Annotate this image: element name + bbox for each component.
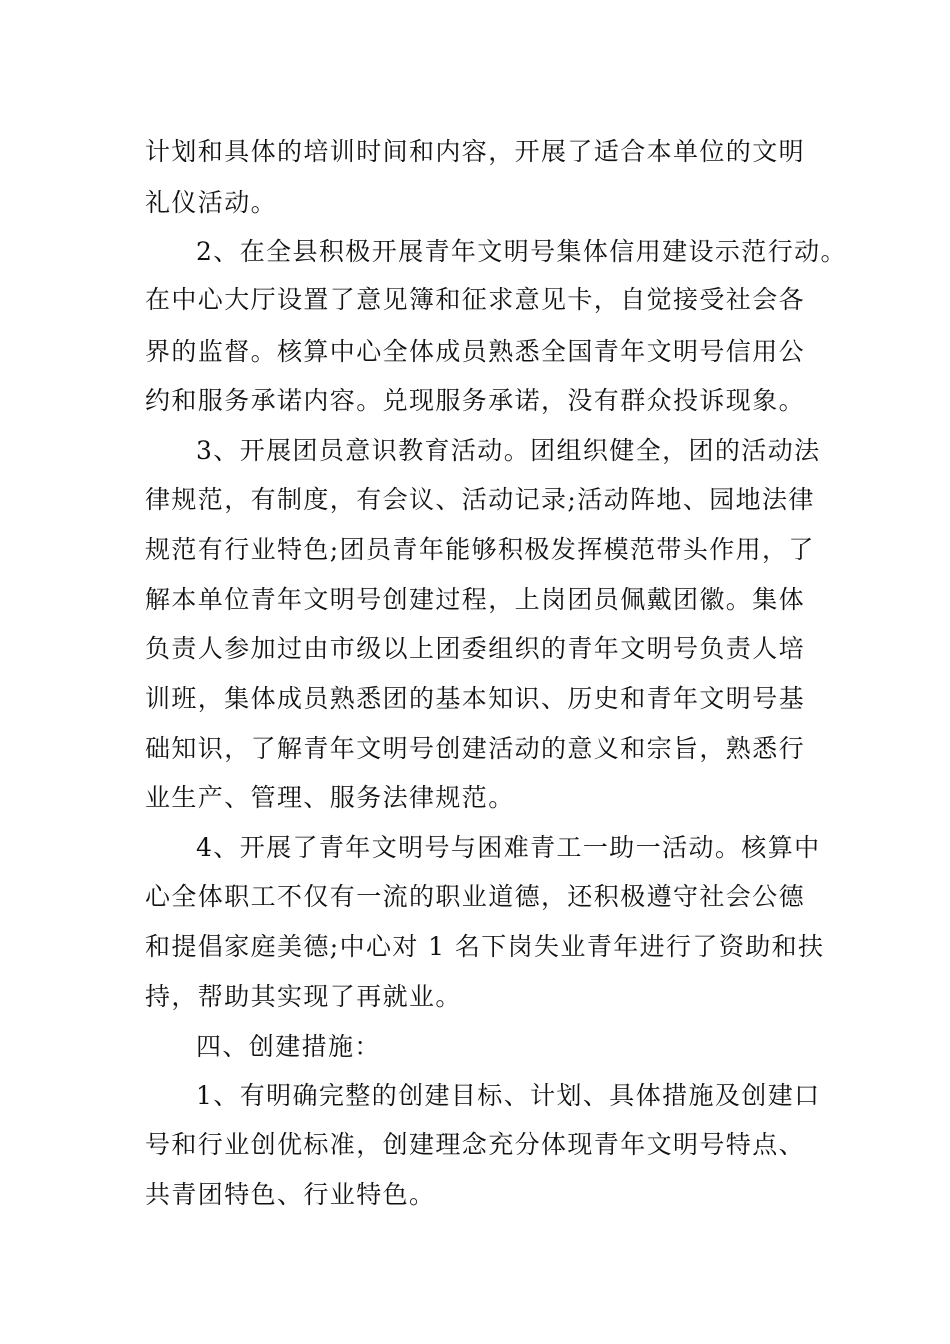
text-line: 3、开展团员意识教育活动。团组织健全，团的活动法 <box>196 436 821 465</box>
text-line: 业生产、管理、服务法律规范。 <box>145 783 515 812</box>
text-line: 1、有明确完整的创建目标、计划、具体措施及创建口 <box>196 1081 821 1110</box>
text-line: 2、在全县积极开展青年文明号集体信用建设示范行动。 <box>196 237 847 266</box>
text-line: 础知识，了解青年文明号创建活动的意义和宗旨，熟悉行 <box>145 734 806 763</box>
text-line: 计划和具体的培训时间和内容，开展了适合本单位的文明 <box>145 137 806 166</box>
text-line: 约和服务承诺内容。兑现服务承诺，没有群众投诉现象。 <box>145 386 806 415</box>
text-line: 解本单位青年文明号创建过程，上岗团员佩戴团徽。集体 <box>145 585 806 614</box>
text-line: 号和行业创优标准，创建理念充分体现青年文明号特点、 <box>145 1130 806 1159</box>
text-line: 在中心大厅设置了意见簿和征求意见卡，自觉接受社会各 <box>145 285 806 314</box>
text-line: 训班，集体成员熟悉团的基本知识、历史和青年文明号基 <box>145 684 806 713</box>
text-line: 律规范，有制度，有会议、活动记录;活动阵地、园地法律 <box>145 485 815 514</box>
section-heading: 四、创建措施： <box>196 1032 381 1061</box>
text-line: 持，帮助其实现了再就业。 <box>145 982 462 1011</box>
text-line: 心全体职工不仅有一流的职业道德，还积极遵守社会公德 <box>145 882 806 911</box>
text-line: 4、开展了青年文明号与困难青工一助一活动。核算中 <box>196 833 821 862</box>
text-line: 和提倡家庭美德;中心对 1 名下岗失业青年进行了资助和扶 <box>145 932 825 961</box>
text-line: 规范有行业特色;团员青年能够积极发挥模范带头作用，了 <box>145 535 815 564</box>
text-line: 负责人参加过由市级以上团委组织的青年文明号负责人培 <box>145 634 806 663</box>
text-line: 界的监督。核算中心全体成员熟悉全国青年文明号信用公 <box>145 337 806 366</box>
text-line: 共青团特色、行业特色。 <box>145 1180 436 1209</box>
text-line: 礼仪活动。 <box>145 188 278 217</box>
